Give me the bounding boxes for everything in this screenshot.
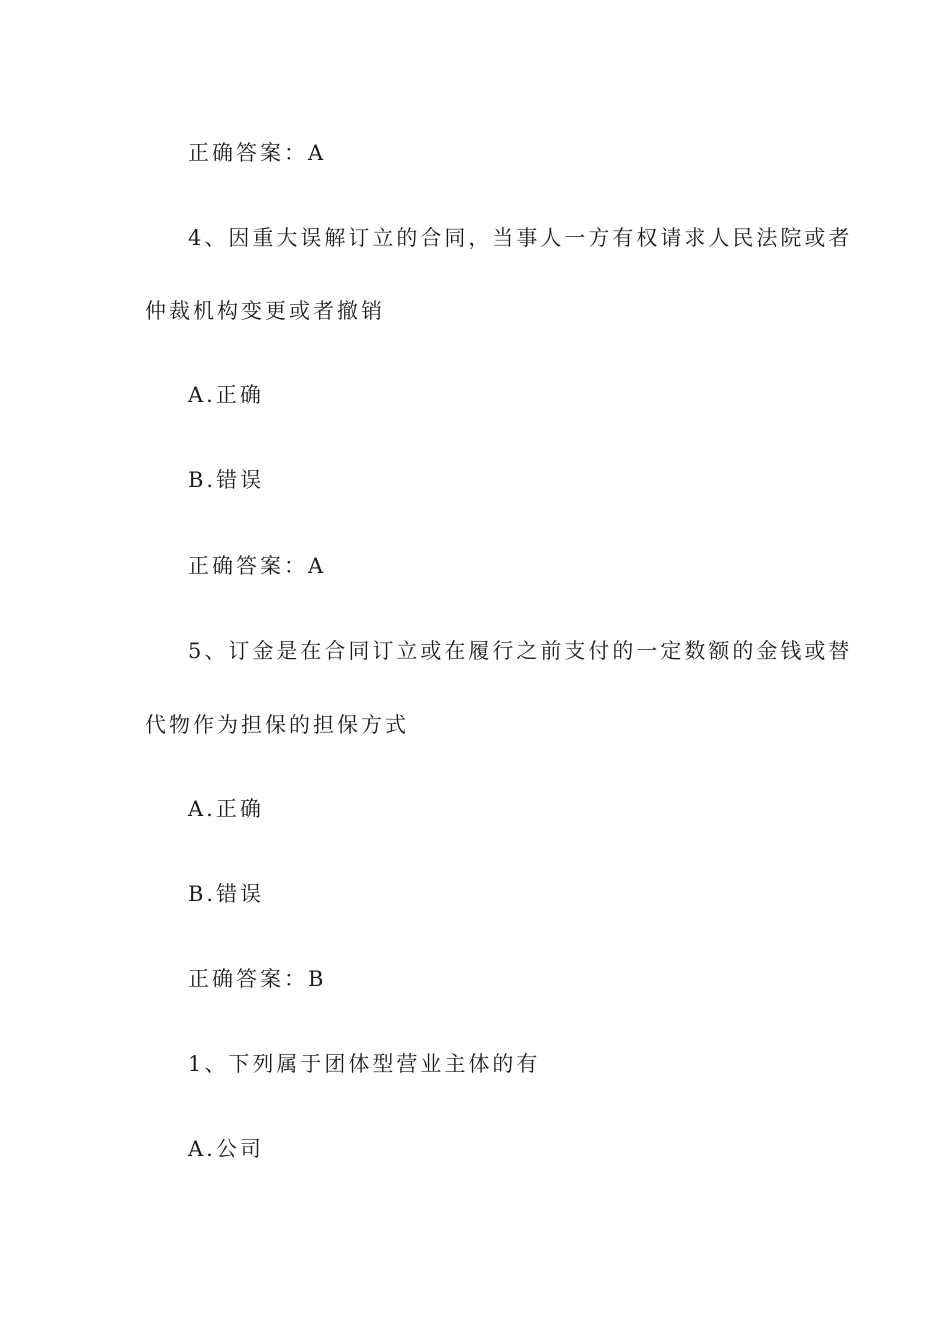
question-5-text-line-2: 代物作为担保的担保方式 <box>145 713 409 737</box>
question-1-text: 1、下列属于团体型营业主体的有 <box>188 1052 541 1076</box>
answer-line: 正确答案：A <box>188 141 327 165</box>
question-4-text-line-1: 4、因重大误解订立的合同，当事人一方有权请求人民法院或者 <box>188 226 853 250</box>
answer-line: 正确答案：A <box>188 554 327 578</box>
option-b-line: B.错误 <box>188 468 265 492</box>
answer-line: 正确答案：B <box>188 967 327 991</box>
option-b-line: B.错误 <box>188 882 265 906</box>
question-5-text-line-1: 5、订金是在合同订立或在履行之前支付的一定数额的金钱或替 <box>188 639 853 663</box>
question-4-text-line-2: 仲裁机构变更或者撤销 <box>145 299 385 323</box>
option-a-line: A.公司 <box>188 1137 264 1161</box>
option-a-line: A.正确 <box>188 797 264 821</box>
option-a-line: A.正确 <box>188 383 264 407</box>
